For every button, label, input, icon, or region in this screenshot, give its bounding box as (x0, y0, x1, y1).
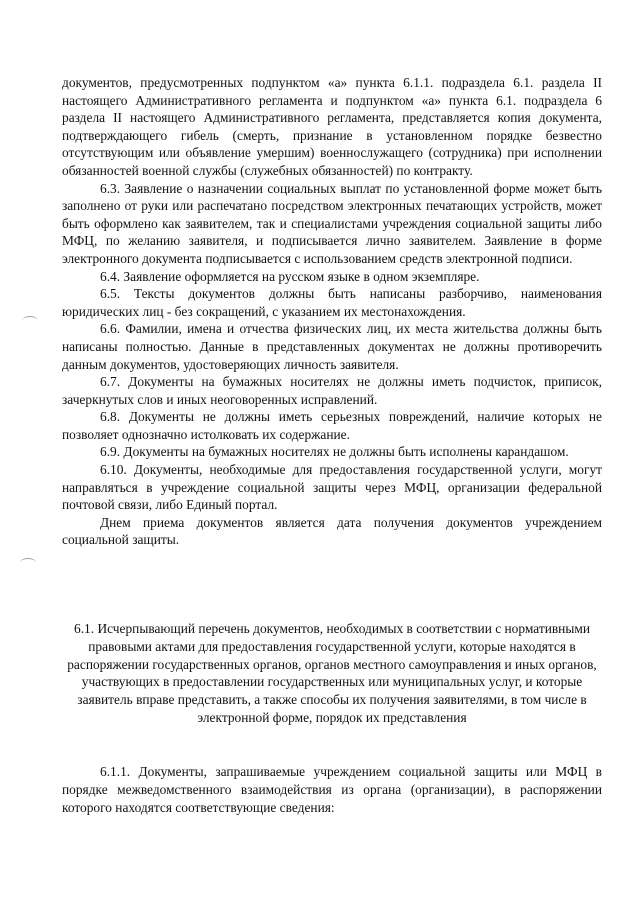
scan-hole-mark (22, 316, 38, 325)
paragraph-6-1-1: 6.1.1. Документы, запрашиваемые учреждением социальной защиты или МФЦ в порядке межведомственного взаимодействия из органа (организации), в распоряжении которого находятся соответствующие сведения: (62, 764, 602, 815)
paragraph-continuation: документов, предусмотренных подпунктом «а» пункта 6.1.1. подраздела 6.1. раздела II настоящего Административного регламента и подпунктом «а» пункта 6.1. подраздела 6 раздела II настоящего Административного регламента, представляется копия документа, подтверждающего гибель (смерть, признание в установленном порядке безвестно отсутствующим или объявление умершим) военнослужащего (сотрудника) при исполнении обязанностей военной службы (служебных обязанностей) по контракту. (62, 75, 602, 178)
scan-hole-mark (20, 558, 36, 567)
paragraph-6-6: 6.6. Фамилии, имена и отчества физических лиц, их места жительства должны быть написаны полностью. Данные в представленных документах не должны противоречить данным документов, удостоверяющих личность заявителя. (62, 321, 602, 372)
paragraph-6-3: 6.3. Заявление о назначении социальных выплат по установленной форме может быть заполнено от руки или распечатано посредством электронных печатающих устройств, может быть оформлено как заявителем, так и специалистами учреждения социальной защиты либо МФЦ, по желанию заявителя, и подписывается лично заявителем. Заявление в форме электронного документа подписывается с использованием средств электронной подписи. (62, 180, 602, 266)
paragraph-6-8: 6.8. Документы не должны иметь серьезных повреждений, наличие которых не позволяет однозначно истолковать их содержание. (62, 409, 602, 442)
paragraph-6-4: 6.4. Заявление оформляется на русском языке в одном экземпляре. (100, 268, 480, 284)
paragraph-6-7: 6.7. Документы на бумажных носителях не должны иметь подчисток, приписок, зачеркнутых слов и иных неоговоренных исправлений. (62, 374, 602, 407)
paragraph-6-10: 6.10. Документы, необходимые для предоставления государственной услуги, могут направляться в учреждение социальной защиты через МФЦ, организации федеральной почтовой связи, либо Единый портал. (62, 462, 602, 513)
paragraph-receipt-date: Днем приема документов является дата получения документов учреждением социальной защиты. (62, 514, 602, 548)
document-body-continued (62, 763, 602, 816)
section-heading: 6.1. Исчерпывающий перечень документов, необходимых в соответствии с нормативными правовыми актами для предоставления государственной услуги, которые находятся в распоряжении государственных органов, органов местного самоуправления и иных органов, участвующих в предоставлении государственных или муниципальных услуг, и которые заявитель вправе представить, а также способы их получения заявителями, в том числе в электронной форме, порядок их представления (67, 621, 597, 725)
paragraph-6-9: 6.9. Документы на бумажных носителях не должны быть исполнены карандашом. (100, 444, 569, 460)
paragraph-6-5: 6.5. Тексты документов должны быть написаны разборчиво, наименования юридических лиц - без сокращений, с указанием их местонахождения. (62, 286, 602, 319)
document-body (62, 74, 602, 549)
